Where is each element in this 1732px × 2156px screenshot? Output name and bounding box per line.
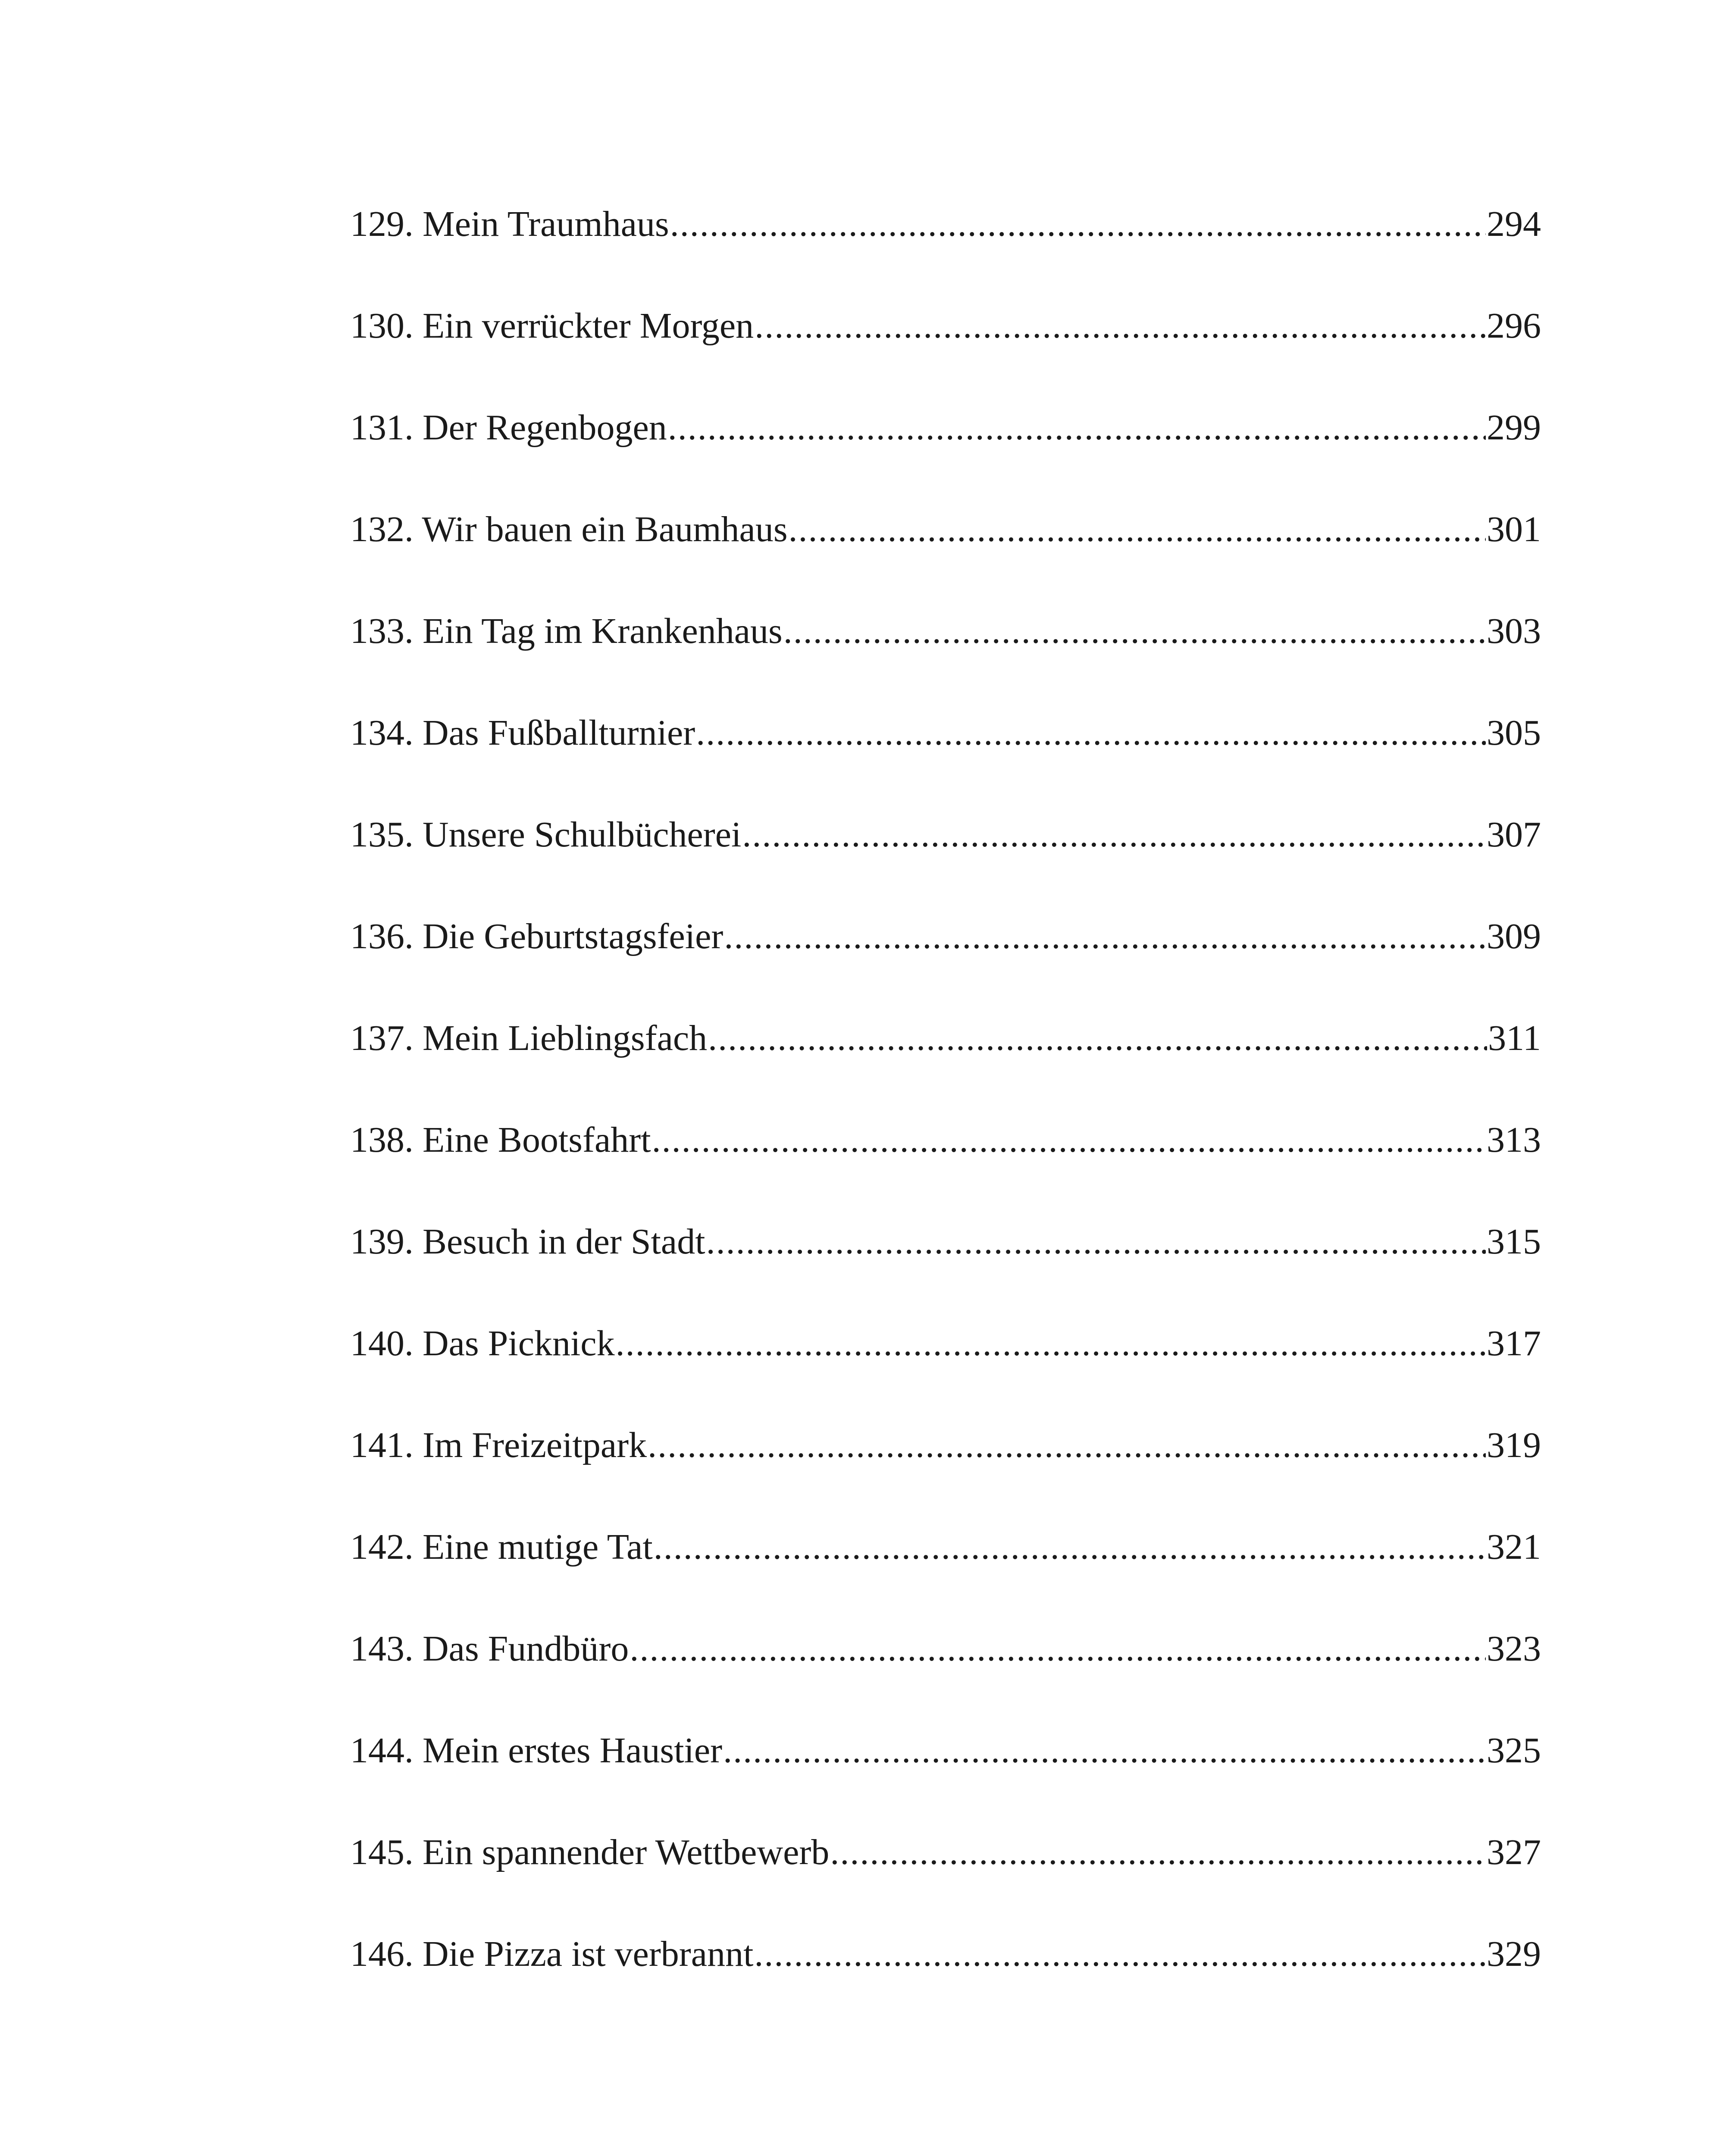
toc-entry xyxy=(350,1627,1541,1729)
toc-entry xyxy=(350,610,1541,711)
toc-entry-title: 131. Der Regenbogen xyxy=(350,407,667,448)
toc-entry-page: 327 xyxy=(1487,1832,1541,1872)
toc-entry xyxy=(350,1831,1541,1933)
table-of-contents xyxy=(350,203,1541,2034)
toc-entry-page: 329 xyxy=(1487,1934,1541,1974)
toc-entry-page: 309 xyxy=(1487,916,1541,956)
toc-entry xyxy=(350,508,1541,610)
toc-entry-page: 294 xyxy=(1487,204,1541,244)
toc-dot-leader xyxy=(742,813,1486,856)
toc-entry xyxy=(350,1933,1541,2034)
toc-entry xyxy=(350,1119,1541,1220)
toc-entry-page: 321 xyxy=(1487,1527,1541,1567)
toc-entry-page: 311 xyxy=(1488,1018,1541,1058)
toc-entry xyxy=(350,1322,1541,1424)
toc-entry-page: 325 xyxy=(1487,1730,1541,1771)
toc-entry-title: 129. Mein Traumhaus xyxy=(350,204,669,244)
toc-entry-title: 145. Ein spannender Wettbewerb xyxy=(350,1832,830,1872)
toc-dot-leader xyxy=(723,1729,1486,1772)
toc-entry xyxy=(350,1729,1541,1831)
toc-entry-page: 301 xyxy=(1487,509,1541,549)
toc-entry-title: 136. Die Geburtstagsfeier xyxy=(350,916,723,956)
toc-entry xyxy=(350,711,1541,813)
toc-dot-leader xyxy=(670,203,1486,246)
toc-dot-leader xyxy=(616,1322,1486,1365)
toc-entry-title: 134. Das Fußballturnier xyxy=(350,713,695,753)
toc-entry-title: 141. Im Freizeitpark xyxy=(350,1425,647,1465)
toc-dot-leader xyxy=(755,304,1486,348)
toc-entry-title: 137. Mein Lieblingsfach xyxy=(350,1018,708,1058)
toc-dot-leader xyxy=(630,1627,1486,1670)
toc-dot-leader xyxy=(696,711,1486,755)
toc-entry-page: 305 xyxy=(1487,713,1541,753)
toc-entry-title: 143. Das Fundbüro xyxy=(350,1629,629,1669)
toc-entry-title: 140. Das Picknick xyxy=(350,1323,615,1363)
toc-entry-title: 139. Besuch in der Stadt xyxy=(350,1222,705,1262)
toc-entry xyxy=(350,915,1541,1017)
toc-entry-title: 146. Die Pizza ist verbrannt xyxy=(350,1934,754,1974)
toc-entry-page: 299 xyxy=(1487,407,1541,448)
toc-dot-leader xyxy=(668,406,1486,449)
toc-entry xyxy=(350,406,1541,508)
toc-dot-leader xyxy=(654,1526,1486,1569)
toc-entry xyxy=(350,1526,1541,1627)
toc-entry-page: 315 xyxy=(1487,1222,1541,1262)
toc-entry-page: 319 xyxy=(1487,1425,1541,1465)
toc-dot-leader xyxy=(708,1017,1487,1060)
toc-entry-title: 144. Mein erstes Haustier xyxy=(350,1730,723,1771)
toc-entry xyxy=(350,813,1541,915)
toc-entry-title: 142. Eine mutige Tat xyxy=(350,1527,653,1567)
toc-dot-leader xyxy=(724,915,1486,958)
toc-entry-title: 133. Ein Tag im Krankenhaus xyxy=(350,611,783,651)
toc-entry-page: 313 xyxy=(1487,1120,1541,1160)
toc-dot-leader xyxy=(783,610,1486,653)
toc-entry-title: 130. Ein verrückter Morgen xyxy=(350,306,754,346)
toc-entry-page: 303 xyxy=(1487,611,1541,651)
toc-entry xyxy=(350,1017,1541,1119)
toc-entry xyxy=(350,304,1541,406)
toc-dot-leader xyxy=(648,1424,1486,1467)
toc-dot-leader xyxy=(652,1119,1486,1162)
toc-dot-leader xyxy=(706,1220,1486,1263)
toc-entry-page: 307 xyxy=(1487,815,1541,855)
toc-entry-title: 132. Wir bauen ein Baumhaus xyxy=(350,509,788,549)
toc-entry xyxy=(350,1220,1541,1322)
toc-entry xyxy=(350,203,1541,304)
toc-dot-leader xyxy=(754,1933,1486,1976)
toc-entry-page: 323 xyxy=(1487,1629,1541,1669)
toc-entry-title: 135. Unsere Schulbücherei xyxy=(350,815,742,855)
toc-dot-leader xyxy=(830,1831,1486,1874)
toc-entry-page: 296 xyxy=(1487,306,1541,346)
toc-entry-page: 317 xyxy=(1487,1323,1541,1363)
toc-dot-leader xyxy=(789,508,1486,551)
toc-entry xyxy=(350,1424,1541,1526)
toc-entry-title: 138. Eine Bootsfahrt xyxy=(350,1120,651,1160)
